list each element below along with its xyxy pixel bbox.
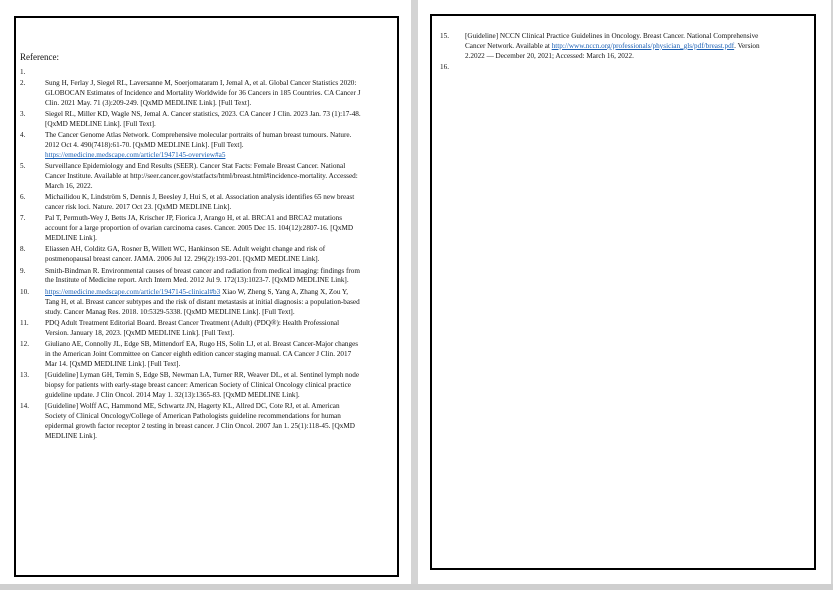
reference-item [20,214,362,244]
reference-item [20,267,362,287]
reference-text: Eliassen AH, Colditz GA, Rosner B, Willett WC, Hankinson SE. Adult weight change and risk of postmenopausal breast cancer. JAMA. 2006 Jul 12. 296(2):193-201. [QxMD MEDLINE Link]. [45,245,326,264]
reference-text: Giuliano AE, Connolly JL, Edge SB, Mittendorf EA, Rugo HS, Solin LJ, et al. Breast Cancer-Major changes in the American Joint Committee on Cancer eighth edition cancer staging manual. CA Cancer J Clin. 2017 Mar 14. [QxMD MEDLINE Link]. [Full Text]. [45,339,359,368]
reference-item [20,340,362,370]
reference-number: 2. [20,79,26,88]
reference-number: 8. [20,245,26,254]
reference-number: 9. [20,266,26,275]
reference-list [20,68,362,443]
reference-number: 4. [20,131,26,140]
document-page-2 [418,0,831,584]
reference-item [20,68,362,78]
reference-number: 12. [20,339,29,348]
reference-item [20,245,362,265]
page-border [430,14,816,570]
reference-text: [Guideline] Lyman GH, Temin S, Edge SB, Newman LA, Turner RR, Weaver DL, et al. Sentinel lymph node biopsy for patients with early-stage breast cancer: American Society of Clinical Oncology clinical practice guideline update. J Clin Oncol. 2014 May 1. 32(13):1365-83. [QxMD MEDLINE Link]. [45,370,360,399]
reference-number: 14. [20,401,29,410]
document-page-1 [0,0,411,584]
reference-item [20,110,362,130]
reference-list [440,32,780,74]
reference-number: 13. [20,370,29,379]
reference-number: 3. [20,110,26,119]
reference-item [20,402,362,442]
reference-number: 6. [20,193,26,202]
reference-item [20,131,362,161]
reference-item [20,193,362,213]
reference-link[interactable]: https://emedicine.medscape.com/article/1947145-overview#a5 [45,151,226,160]
reference-item [440,32,780,62]
reference-link[interactable]: https://emedicine.medscape.com/article/1947145-clinical#b3 [45,287,221,296]
reference-item [20,371,362,401]
reference-text: [Guideline] NCCN Clinical Practice Guidelines in Oncology. Breast Cancer. National Comprehensive Cancer Network. Available at [465,32,759,50]
reference-number: 10. [20,287,29,296]
reference-text: [Guideline] Wolff AC, Hammond ME, Schwartz JN, Hagerty KL, Allred DC, Cote RJ, et al. American Society of Clinical Oncology/College of American Pathologists guideline recommendations for human epidermal growth factor receptor 2 testing in breast cancer. J Clin Oncol. 2007 Jan 1. 25(1):118-45. [QxMD MEDLINE Link]. [45,401,355,440]
reference-text: . Version 2.2022 — December 20, 2021; Accessed: March 16, 2022. [465,41,760,60]
reference-text: Surveillance Epidemiology and End Results (SEER). Cancer Stat Facts: Female Breast Cancer. National Cancer Institute. Available at http://seer.cancer.gov/statfacts/html/breast.html#incidence-mortality. Accessed: March 16, 2022. [45,162,358,191]
reference-text: Michailidou K, Lindström S, Dennis J, Beesley J, Hui S, et al. Association analysis identifies 65 new breast cancer risk loci. Nature. 2017 Oct 23. [QxMD MEDLINE Link]. [45,193,355,212]
reference-link[interactable]: http://www.nccn.org/professionals/physician_gls/pdf/breast.pdf [551,41,735,50]
window-bottom-edge [0,584,833,590]
reference-number: 15. [440,32,449,40]
reference-number: 1. [20,68,26,76]
reference-item [440,63,780,73]
reference-text: Xiao W, Zheng S, Yang A, Zhang X, Zou Y, Tang H, et al. Breast cancer subtypes and the risk of distant metastasis at initial diagnosis: a population-based study. Cancer Manag Res. 2018. 10:5329-5338. [QxMD MEDLINE Link]. [Full Text]. [45,287,360,316]
reference-item [20,162,362,192]
reference-item [20,79,362,109]
reference-item [20,288,362,318]
reference-text: PDQ Adult Treatment Editorial Board. Breast Cancer Treatment (Adult) (PDQ®): Health Professional Version. January 18, 2023. [QxMD MEDLINE Link]. [Full Text]. [45,318,340,337]
reference-text: Sung H, Ferlay J, Siegel RL, Laversanne M, Soerjomataram I, Jemal A, et al. Global Cancer Statistics 2020: GLOBOCAN Estimates of Incidence and Mortality Worldwide for 36 Cancers in 185 Countries. CA Cancer J Clin. 2021 May. 71 (3):209-249. [QxMD MEDLINE Link]. [Full Text]. [45,79,361,107]
reference-number: 16. [440,63,449,72]
reference-text: Siegel RL, Miller KD, Wagle NS, Jemal A. Cancer statistics, 2023. CA Cancer J Clin. 2023 Jan. 73 (1):17-48. [QxMD MEDLINE Link]. [Full Text]. [45,110,361,129]
reference-number: 7. [20,214,26,223]
reference-heading: Reference: [20,52,59,62]
reference-item [20,319,362,339]
reference-text: The Cancer Genome Atlas Network. Comprehensive molecular portraits of human breast tumours. Nature. 2012 Oct 4. 490(7418):61-70. [QxMD MEDLINE Link]. [Full Text]. [45,131,352,150]
reference-text: Pal T, Permuth-Wey J, Betts JA, Krischer JP, Fiorica J, Arango H, et al. BRCA1 and BRCA2 mutations account for a large proportion of ovarian carcinoma cases. Cancer. 2005 Dec 15. 104(12):2807-16. [QxMD MEDLINE Link]. [45,214,354,243]
reference-number: 11. [20,318,29,327]
reference-text: Smith-Bindman R. Environmental causes of breast cancer and radiation from medical imaging: findings from the Institute of Medicine report. Arch Intern Med. 2012 Jul 9. 172(13):1023-7. [QxMD MEDLINE Link]. [45,266,360,285]
reference-number: 5. [20,162,26,171]
page-gap [411,0,418,584]
